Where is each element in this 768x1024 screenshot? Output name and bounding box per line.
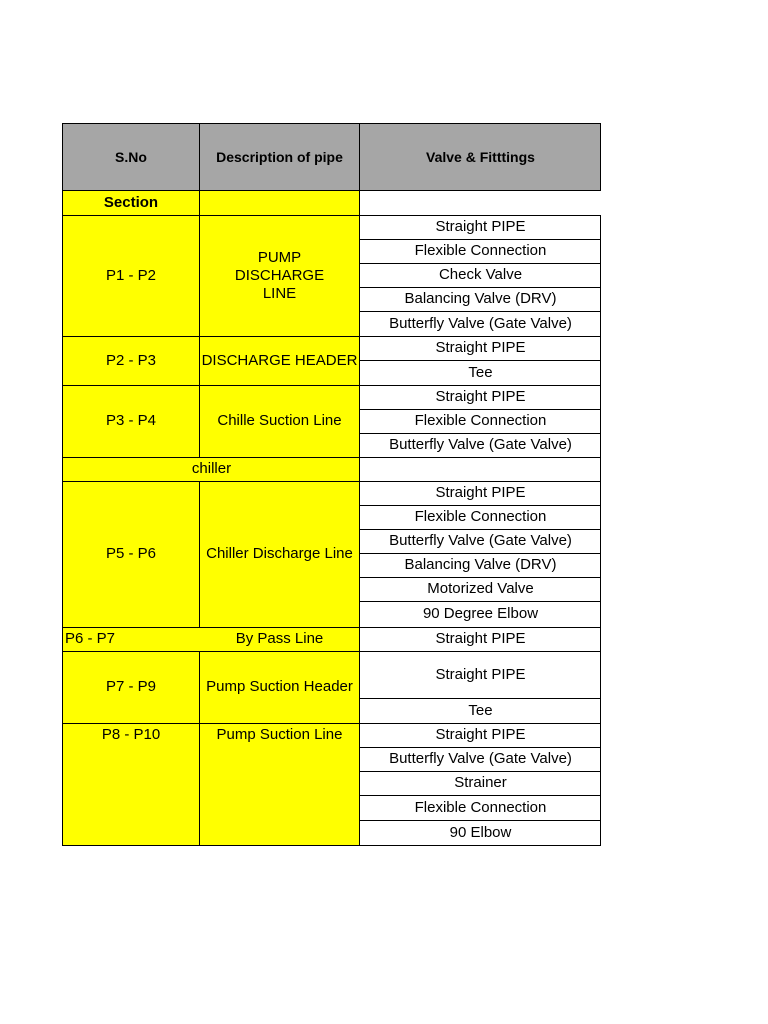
row-sno: P5 - P6 — [63, 481, 199, 627]
fitting-divider — [360, 698, 601, 699]
fitting-divider — [360, 747, 601, 748]
fitting-divider — [360, 311, 601, 312]
fitting-cell: Balancing Valve (DRV) — [404, 290, 557, 307]
fitting-divider — [360, 215, 601, 216]
fitting-cell: Butterfly Valve (Gate Valve) — [389, 436, 572, 453]
row-description: PUMP DISCHARGE LINE — [199, 215, 360, 336]
row-divider — [62, 627, 360, 628]
section-label: Section — [63, 190, 199, 215]
fitting-divider — [360, 577, 601, 578]
row-description: DISCHARGE HEADER — [199, 336, 360, 385]
fitting-divider — [360, 433, 601, 434]
fitting-cell: Tee — [468, 363, 493, 381]
row-description: Pump Suction Line — [199, 723, 360, 845]
fitting-divider — [360, 385, 601, 386]
chiller-label: chiller — [63, 457, 360, 481]
fitting-cell: Butterfly Valve (Gate Valve) — [389, 750, 572, 767]
col-divider-2 — [359, 123, 360, 846]
row-sno: P8 - P10 — [63, 723, 199, 845]
fitting-divider — [360, 820, 601, 821]
fitting-divider — [360, 529, 601, 530]
fitting-divider — [360, 239, 601, 240]
fitting-cell: Balancing Valve (DRV) — [404, 556, 557, 573]
fitting-cell: Flexible Connection — [414, 508, 547, 525]
fitting-divider — [360, 505, 601, 506]
row-description: Pump Suction Header — [199, 651, 360, 723]
border-left — [62, 123, 63, 846]
row-divider — [62, 651, 360, 652]
row-divider — [62, 190, 601, 191]
fitting-divider — [360, 771, 601, 772]
fitting-cell: Straight PIPE — [435, 388, 526, 405]
row-divider — [62, 457, 601, 458]
section-empty-cell — [199, 190, 360, 215]
fitting-divider — [360, 651, 601, 652]
fitting-divider — [360, 360, 601, 361]
fitting-cell: Flexible Connection — [414, 798, 547, 816]
fitting-cell: 90 Degree Elbow — [422, 605, 539, 622]
row-description: Chille Suction Line — [199, 385, 360, 457]
fitting-cell: Butterfly Valve (Gate Valve) — [389, 532, 572, 549]
fitting-cell: 90 Elbow — [449, 823, 512, 841]
fitting-divider — [360, 263, 601, 264]
row-divider — [62, 336, 360, 337]
fitting-cell: Straight PIPE — [435, 630, 526, 647]
row-sno: P2 - P3 — [63, 336, 199, 385]
col-divider-1 — [199, 651, 200, 846]
fitting-cell: Straight PIPE — [435, 484, 526, 501]
fitting-cell: Motorized Valve — [427, 580, 534, 597]
border-top — [62, 123, 601, 124]
fitting-cell: Straight PIPE — [435, 665, 526, 683]
header-fittings: Valve & Fitttings — [360, 124, 601, 190]
fitting-divider — [360, 553, 601, 554]
row-divider — [62, 215, 360, 216]
fitting-divider — [360, 627, 601, 628]
fitting-cell: Strainer — [454, 774, 507, 791]
fitting-cell: Straight PIPE — [435, 218, 526, 235]
fitting-cell: Flexible Connection — [414, 242, 547, 259]
row-divider — [62, 723, 360, 724]
fitting-cell: Flexible Connection — [414, 412, 547, 429]
header-description: Description of pipe — [199, 124, 360, 190]
border-bottom — [62, 845, 601, 846]
fitting-divider — [360, 723, 601, 724]
col-divider-1 — [199, 123, 200, 458]
row-sno: P6 - P7 — [63, 627, 199, 651]
header-sno: S.No — [63, 124, 199, 190]
row-sno: P7 - P9 — [63, 651, 199, 723]
fitting-cell: Straight PIPE — [435, 339, 526, 356]
col-divider-1 — [199, 481, 200, 628]
row-sno: P1 - P2 — [63, 215, 199, 336]
fitting-divider — [360, 336, 601, 337]
row-sno: P3 - P4 — [63, 385, 199, 457]
row-description: By Pass Line — [199, 627, 360, 651]
fitting-divider — [360, 287, 601, 288]
fitting-divider — [360, 409, 601, 410]
fitting-cell: Tee — [468, 701, 493, 719]
fitting-divider — [360, 795, 601, 796]
border-right-header — [600, 123, 601, 191]
row-divider — [62, 385, 360, 386]
row-description: Chiller Discharge Line — [199, 481, 360, 627]
fitting-cell: Straight PIPE — [435, 726, 526, 743]
fitting-divider — [360, 601, 601, 602]
fitting-cell: Check Valve — [438, 266, 523, 283]
row-divider — [62, 481, 601, 482]
fitting-cell: Butterfly Valve (Gate Valve) — [389, 314, 572, 332]
